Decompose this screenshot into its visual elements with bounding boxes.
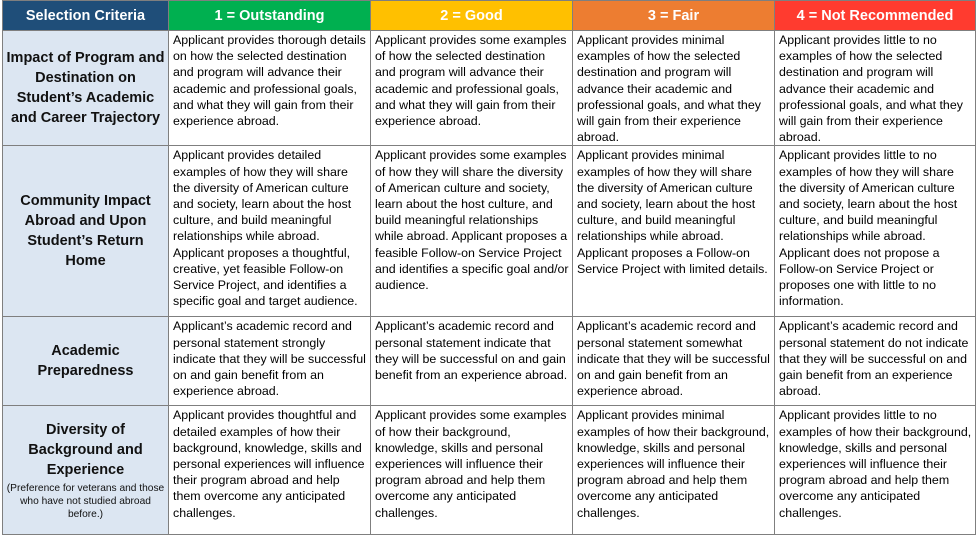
table-row	[3, 146, 976, 317]
selection-criteria-rubric-table	[2, 0, 976, 535]
criteria-note: (Preference for veterans and those who have not studied abroad before.)	[6, 482, 165, 520]
table-row	[3, 317, 976, 406]
criteria-diversity	[3, 406, 169, 535]
cell-not-recommended: Applicant provides little to no examples of how they will share the diversity of American culture and society, learn about the host culture, and build meaningful relationships while abroad. Applicant does not propose a Follow-on Service Project or proposes one with little to no information.	[775, 146, 976, 317]
header-outstanding: 1 = Outstanding	[169, 1, 371, 31]
cell-good: Applicant provides some examples of how the selected destination and program will advance their academic and professional goals, and what they will gain from their experience abroad.	[371, 31, 573, 146]
cell-good: Applicant provides some examples of how they will share the diversity of American culture and society, learn about the host culture, and build meaningful relationships while abroad. Applicant proposes a feasible Follow-on Service Project and identifies a specific goal and/or audience.	[371, 146, 573, 317]
cell-not-recommended: Applicant provides little to no examples of how the selected destination and program will advance their academic and professional goals, and what they will gain from their experience abroad.	[775, 31, 976, 146]
cell-fair: Applicant provides minimal examples of how their background, knowledge, skills and personal experiences will influence their program abroad and help them overcome any anticipated challenges.	[573, 406, 775, 535]
header-fair: 3 = Fair	[573, 1, 775, 31]
rubric-header	[3, 1, 976, 31]
rubric-header-row	[3, 1, 976, 31]
cell-fair: Applicant provides minimal examples of how they will share the diversity of American culture and society, learn about the host culture, and build meaningful relationships while abroad. Applicant proposes a Follow-on Service Project with limited details.	[573, 146, 775, 317]
header-selection-criteria: Selection Criteria	[3, 1, 169, 31]
cell-outstanding: Applicant’s academic record and personal statement strongly indicate that they will be successful on and gain benefit from an experience abroad.	[169, 317, 371, 406]
cell-outstanding: Applicant provides detailed examples of how they will share the diversity of American culture and society, learn about the host culture, and build meaningful relationships while abroad. Applicant proposes a thoughtful, creative, yet feasible Follow-on Service Project, and identifies a specific goal and target audience.	[169, 146, 371, 317]
cell-fair: Applicant’s academic record and personal statement somewhat indicate that they will be successful on and gain benefit from an experience abroad.	[573, 317, 775, 406]
cell-not-recommended: Applicant’s academic record and personal statement do not indicate that they will be successful on and gain benefit from an experience abroad.	[775, 317, 976, 406]
table-row	[3, 406, 976, 535]
cell-good: Applicant provides some examples of how their background, knowledge, skills and personal experiences will influence their program abroad and help them overcome any anticipated challenges.	[371, 406, 573, 535]
header-good: 2 = Good	[371, 1, 573, 31]
criteria-academic-preparedness: Academic Preparedness	[3, 317, 169, 406]
criteria-title: Diversity of Background and Experience	[28, 421, 143, 478]
table-row	[3, 31, 976, 146]
cell-good: Applicant’s academic record and personal statement indicate that they will be successful on and gain benefit from an experience abroad.	[371, 317, 573, 406]
cell-fair: Applicant provides minimal examples of how the selected destination and program will advance their academic and professional goals, and what they will gain from their experience abroad.	[573, 31, 775, 146]
header-not-recommended: 4 = Not Recommended	[775, 1, 976, 31]
criteria-program-impact: Impact of Program and Destination on Student’s Academic and Career Trajectory	[3, 31, 169, 146]
rubric-body	[3, 31, 976, 535]
cell-outstanding: Applicant provides thoughtful and detailed examples of how their background, knowledge, skills and personal experiences will influence their program abroad and help them overcome any anticipated challenges.	[169, 406, 371, 535]
criteria-community-impact: Community Impact Abroad and Upon Student’s Return Home	[3, 146, 169, 317]
cell-not-recommended: Applicant provides little to no examples of how their background, knowledge, skills and personal experiences will influence their program abroad and help them overcome any anticipated challenges.	[775, 406, 976, 535]
cell-outstanding: Applicant provides thorough details on how the selected destination and program will advance their academic and professional goals, and what they will gain from their experience abroad.	[169, 31, 371, 146]
